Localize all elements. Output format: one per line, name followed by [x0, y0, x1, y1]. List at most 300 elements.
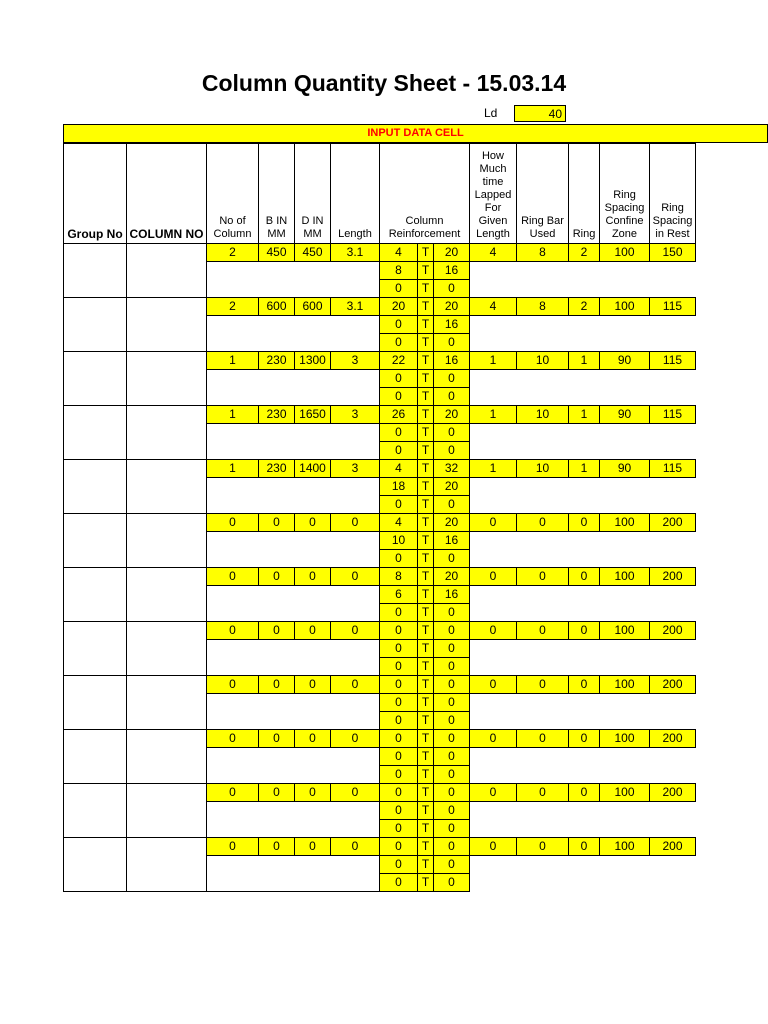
- bar-count-cell[interactable]: 0: [380, 370, 418, 388]
- header-d-in-mm: D IN MM: [295, 144, 331, 244]
- d-in-mm-cell[interactable]: 0: [295, 784, 331, 802]
- bar-count-cell[interactable]: 0: [380, 658, 418, 676]
- bar-dia-cell[interactable]: 20: [434, 568, 470, 586]
- header-column-reinforcement: Column Reinforcement: [380, 144, 470, 244]
- bar-count-cell[interactable]: 0: [380, 694, 418, 712]
- length-cell[interactable]: 0: [331, 514, 380, 532]
- ring-bar-used-cell[interactable]: 0: [517, 838, 569, 856]
- length-cell[interactable]: 0: [331, 784, 380, 802]
- bar-type-cell[interactable]: T: [418, 460, 434, 478]
- blank-cell: [207, 658, 380, 676]
- blank-cell: [470, 532, 696, 550]
- bar-type-cell[interactable]: T: [418, 694, 434, 712]
- bar-dia-cell[interactable]: 0: [434, 802, 470, 820]
- blank-cell: [207, 532, 380, 550]
- blank-cell: [470, 388, 696, 406]
- bar-count-cell[interactable]: 0: [380, 550, 418, 568]
- group-no-cell[interactable]: [64, 352, 127, 406]
- blank-cell: [470, 748, 696, 766]
- header-ring-bar-used: Ring Bar Used: [517, 144, 569, 244]
- bar-type-cell[interactable]: T: [418, 658, 434, 676]
- header-column-no: COLUMN NO: [127, 144, 207, 244]
- blank-cell: [470, 316, 696, 334]
- ring-rest-cell[interactable]: 150: [650, 244, 696, 262]
- ring-confine-cell[interactable]: 100: [600, 676, 650, 694]
- b-in-mm-cell[interactable]: 0: [259, 838, 295, 856]
- b-in-mm-cell[interactable]: 230: [259, 352, 295, 370]
- b-in-mm-cell[interactable]: 0: [259, 622, 295, 640]
- bar-count-cell[interactable]: 0: [380, 316, 418, 334]
- bar-type-cell[interactable]: T: [418, 748, 434, 766]
- bar-count-cell[interactable]: 0: [380, 766, 418, 784]
- ring-rest-cell[interactable]: 200: [650, 838, 696, 856]
- ring-rest-cell[interactable]: 115: [650, 406, 696, 424]
- bar-count-cell[interactable]: 10: [380, 532, 418, 550]
- bar-dia-cell[interactable]: 16: [434, 352, 470, 370]
- bar-count-cell[interactable]: 0: [380, 640, 418, 658]
- length-cell[interactable]: 3: [331, 352, 380, 370]
- bar-count-cell[interactable]: 0: [380, 712, 418, 730]
- group-no-cell[interactable]: [64, 406, 127, 460]
- blank-cell: [470, 478, 696, 496]
- column-no-cell[interactable]: [127, 298, 207, 352]
- table-row: [64, 568, 696, 586]
- blank-cell: [470, 424, 696, 442]
- bar-type-cell[interactable]: T: [418, 406, 434, 424]
- bar-type-cell[interactable]: T: [418, 478, 434, 496]
- length-cell[interactable]: 0: [331, 730, 380, 748]
- blank-cell: [470, 334, 696, 352]
- b-in-mm-cell[interactable]: 0: [259, 784, 295, 802]
- no-of-column-cell[interactable]: 0: [207, 676, 259, 694]
- bar-type-cell[interactable]: T: [418, 640, 434, 658]
- bar-count-cell[interactable]: 4: [380, 244, 418, 262]
- table-row: [64, 406, 696, 424]
- bar-dia-cell[interactable]: 0: [434, 712, 470, 730]
- bar-type-cell[interactable]: T: [418, 442, 434, 460]
- ring-bar-used-cell[interactable]: 0: [517, 568, 569, 586]
- bar-dia-cell[interactable]: 0: [434, 820, 470, 838]
- no-of-column-cell[interactable]: 1: [207, 460, 259, 478]
- blank-cell: [470, 856, 696, 874]
- bar-count-cell[interactable]: 0: [380, 424, 418, 442]
- ring-confine-cell[interactable]: 100: [600, 730, 650, 748]
- d-in-mm-cell[interactable]: 0: [295, 514, 331, 532]
- column-no-cell[interactable]: [127, 568, 207, 622]
- bar-type-cell[interactable]: T: [418, 352, 434, 370]
- bar-count-cell[interactable]: 0: [380, 820, 418, 838]
- table-row: [64, 298, 696, 316]
- group-no-cell[interactable]: [64, 514, 127, 568]
- lapped-cell[interactable]: 0: [470, 514, 517, 532]
- bar-count-cell[interactable]: 0: [380, 748, 418, 766]
- table-row: [64, 622, 696, 640]
- bar-count-cell[interactable]: 20: [380, 298, 418, 316]
- d-in-mm-cell[interactable]: 0: [295, 730, 331, 748]
- bar-count-cell[interactable]: 0: [380, 496, 418, 514]
- bar-type-cell[interactable]: T: [418, 586, 434, 604]
- column-no-cell[interactable]: [127, 838, 207, 892]
- bar-type-cell[interactable]: T: [418, 604, 434, 622]
- bar-count-cell[interactable]: 6: [380, 586, 418, 604]
- bar-dia-cell[interactable]: 20: [434, 298, 470, 316]
- ld-value-cell[interactable]: 40: [514, 105, 566, 122]
- d-in-mm-cell[interactable]: 450: [295, 244, 331, 262]
- bar-dia-cell[interactable]: 0: [434, 424, 470, 442]
- table-row: [64, 460, 696, 478]
- bar-dia-cell[interactable]: 0: [434, 748, 470, 766]
- d-in-mm-cell[interactable]: 1650: [295, 406, 331, 424]
- column-no-cell[interactable]: [127, 730, 207, 784]
- d-in-mm-cell[interactable]: 1300: [295, 352, 331, 370]
- blank-cell: [470, 604, 696, 622]
- ring-cell[interactable]: 0: [569, 676, 600, 694]
- group-no-cell[interactable]: [64, 298, 127, 352]
- blank-cell: [470, 280, 696, 298]
- bar-count-cell[interactable]: 0: [380, 856, 418, 874]
- bar-count-cell[interactable]: 0: [380, 334, 418, 352]
- bar-type-cell[interactable]: T: [418, 550, 434, 568]
- no-of-column-cell[interactable]: 0: [207, 622, 259, 640]
- bar-type-cell[interactable]: T: [418, 712, 434, 730]
- header-ring-rest: Ring Spacing in Rest: [650, 144, 696, 244]
- ring-cell[interactable]: 0: [569, 622, 600, 640]
- header-length: Length: [331, 144, 380, 244]
- b-in-mm-cell[interactable]: 230: [259, 460, 295, 478]
- bar-dia-cell[interactable]: 16: [434, 262, 470, 280]
- group-no-cell[interactable]: [64, 784, 127, 838]
- column-no-cell[interactable]: [127, 460, 207, 514]
- bar-count-cell[interactable]: 8: [380, 262, 418, 280]
- lapped-cell[interactable]: 0: [470, 784, 517, 802]
- b-in-mm-cell[interactable]: 0: [259, 676, 295, 694]
- bar-dia-cell[interactable]: 0: [434, 388, 470, 406]
- no-of-column-cell[interactable]: 2: [207, 298, 259, 316]
- length-cell[interactable]: 0: [331, 622, 380, 640]
- bar-dia-cell[interactable]: 20: [434, 514, 470, 532]
- blank-cell: [207, 640, 380, 658]
- column-no-cell[interactable]: [127, 784, 207, 838]
- bar-dia-cell[interactable]: 16: [434, 532, 470, 550]
- bar-dia-cell[interactable]: 16: [434, 586, 470, 604]
- bar-count-cell[interactable]: 0: [380, 802, 418, 820]
- lapped-cell[interactable]: 0: [470, 838, 517, 856]
- blank-cell: [470, 874, 696, 892]
- blank-cell: [470, 712, 696, 730]
- header-group-no: Group No: [64, 144, 127, 244]
- table-row: [64, 784, 696, 802]
- header-row: [64, 144, 696, 244]
- bar-type-cell[interactable]: T: [418, 730, 434, 748]
- b-in-mm-cell[interactable]: 450: [259, 244, 295, 262]
- ring-cell[interactable]: 1: [569, 460, 600, 478]
- bar-dia-cell[interactable]: 0: [434, 784, 470, 802]
- bar-type-cell[interactable]: T: [418, 424, 434, 442]
- bar-type-cell[interactable]: T: [418, 856, 434, 874]
- bar-count-cell[interactable]: 0: [380, 676, 418, 694]
- b-in-mm-cell[interactable]: 0: [259, 568, 295, 586]
- header-lapped: How Much time Lapped For Given Length: [470, 144, 517, 244]
- bar-count-cell[interactable]: 0: [380, 838, 418, 856]
- blank-cell: [470, 496, 696, 514]
- group-no-cell[interactable]: [64, 838, 127, 892]
- bar-count-cell[interactable]: 4: [380, 460, 418, 478]
- table-row: [64, 676, 696, 694]
- ring-confine-cell[interactable]: 100: [600, 838, 650, 856]
- ring-rest-cell[interactable]: 115: [650, 460, 696, 478]
- no-of-column-cell[interactable]: 2: [207, 244, 259, 262]
- ring-bar-used-cell[interactable]: 10: [517, 352, 569, 370]
- blank-cell: [207, 766, 380, 784]
- blank-cell: [470, 370, 696, 388]
- blank-cell: [207, 370, 380, 388]
- length-cell[interactable]: 3.1: [331, 298, 380, 316]
- bar-type-cell[interactable]: T: [418, 874, 434, 892]
- column-no-cell[interactable]: [127, 622, 207, 676]
- group-no-cell[interactable]: [64, 460, 127, 514]
- blank-cell: [207, 586, 380, 604]
- bar-dia-cell[interactable]: 0: [434, 730, 470, 748]
- lapped-cell[interactable]: 0: [470, 568, 517, 586]
- ring-cell[interactable]: 0: [569, 568, 600, 586]
- bar-count-cell[interactable]: 0: [380, 442, 418, 460]
- table-row: [64, 730, 696, 748]
- column-no-cell[interactable]: [127, 352, 207, 406]
- blank-cell: [470, 766, 696, 784]
- bar-count-cell[interactable]: 0: [380, 622, 418, 640]
- d-in-mm-cell[interactable]: 600: [295, 298, 331, 316]
- bar-type-cell[interactable]: T: [418, 622, 434, 640]
- bar-type-cell[interactable]: T: [418, 802, 434, 820]
- bar-dia-cell[interactable]: 20: [434, 244, 470, 262]
- ring-confine-cell[interactable]: 90: [600, 460, 650, 478]
- lapped-cell[interactable]: 0: [470, 676, 517, 694]
- length-cell[interactable]: 3: [331, 460, 380, 478]
- bar-dia-cell[interactable]: 0: [434, 280, 470, 298]
- bar-dia-cell[interactable]: 0: [434, 550, 470, 568]
- ring-bar-used-cell[interactable]: 8: [517, 298, 569, 316]
- bar-dia-cell[interactable]: 0: [434, 334, 470, 352]
- column-no-cell[interactable]: [127, 676, 207, 730]
- bar-type-cell[interactable]: T: [418, 784, 434, 802]
- ring-rest-cell[interactable]: 115: [650, 352, 696, 370]
- bar-count-cell[interactable]: 0: [380, 730, 418, 748]
- bar-type-cell[interactable]: T: [418, 496, 434, 514]
- lapped-cell[interactable]: 0: [470, 730, 517, 748]
- bar-dia-cell[interactable]: 0: [434, 694, 470, 712]
- ring-cell[interactable]: 1: [569, 406, 600, 424]
- length-cell[interactable]: 0: [331, 676, 380, 694]
- lapped-cell[interactable]: 4: [470, 298, 517, 316]
- bar-type-cell[interactable]: T: [418, 244, 434, 262]
- length-cell[interactable]: 3: [331, 406, 380, 424]
- bar-dia-cell[interactable]: 32: [434, 460, 470, 478]
- ring-bar-used-cell[interactable]: 0: [517, 514, 569, 532]
- ring-rest-cell[interactable]: 115: [650, 298, 696, 316]
- b-in-mm-cell[interactable]: 0: [259, 514, 295, 532]
- ring-rest-cell[interactable]: 200: [650, 730, 696, 748]
- b-in-mm-cell[interactable]: 230: [259, 406, 295, 424]
- ring-confine-cell[interactable]: 100: [600, 244, 650, 262]
- bar-type-cell[interactable]: T: [418, 298, 434, 316]
- blank-cell: [207, 802, 380, 820]
- blank-cell: [470, 694, 696, 712]
- no-of-column-cell[interactable]: 0: [207, 514, 259, 532]
- bar-type-cell[interactable]: T: [418, 370, 434, 388]
- column-no-cell[interactable]: [127, 514, 207, 568]
- group-no-cell[interactable]: [64, 730, 127, 784]
- ring-cell[interactable]: 2: [569, 298, 600, 316]
- ring-rest-cell[interactable]: 200: [650, 514, 696, 532]
- lapped-cell[interactable]: 4: [470, 244, 517, 262]
- blank-cell: [470, 262, 696, 280]
- bar-dia-cell[interactable]: 0: [434, 496, 470, 514]
- ring-bar-used-cell[interactable]: 10: [517, 406, 569, 424]
- ring-cell[interactable]: 0: [569, 514, 600, 532]
- header-ring: Ring: [569, 144, 600, 244]
- bar-count-cell[interactable]: 8: [380, 568, 418, 586]
- bar-type-cell[interactable]: T: [418, 766, 434, 784]
- ring-rest-cell[interactable]: 200: [650, 568, 696, 586]
- bar-dia-cell[interactable]: 0: [434, 766, 470, 784]
- bar-type-cell[interactable]: T: [418, 676, 434, 694]
- bar-type-cell[interactable]: T: [418, 316, 434, 334]
- bar-count-cell[interactable]: 0: [380, 604, 418, 622]
- bar-type-cell[interactable]: T: [418, 838, 434, 856]
- column-no-cell[interactable]: [127, 406, 207, 460]
- d-in-mm-cell[interactable]: 0: [295, 676, 331, 694]
- blank-cell: [207, 496, 380, 514]
- ring-confine-cell[interactable]: 100: [600, 622, 650, 640]
- bar-dia-cell[interactable]: 20: [434, 478, 470, 496]
- blank-cell: [207, 748, 380, 766]
- bar-dia-cell[interactable]: 0: [434, 856, 470, 874]
- bar-type-cell[interactable]: T: [418, 280, 434, 298]
- bar-type-cell[interactable]: T: [418, 514, 434, 532]
- lapped-cell[interactable]: 0: [470, 622, 517, 640]
- d-in-mm-cell[interactable]: 0: [295, 568, 331, 586]
- bar-dia-cell[interactable]: 0: [434, 370, 470, 388]
- blank-cell: [207, 424, 380, 442]
- column-quantity-table: [63, 143, 696, 892]
- bar-count-cell[interactable]: 0: [380, 874, 418, 892]
- no-of-column-cell[interactable]: 1: [207, 406, 259, 424]
- length-cell[interactable]: 0: [331, 838, 380, 856]
- bar-count-cell[interactable]: 4: [380, 514, 418, 532]
- length-cell[interactable]: 3.1: [331, 244, 380, 262]
- group-no-cell[interactable]: [64, 676, 127, 730]
- ring-confine-cell[interactable]: 100: [600, 568, 650, 586]
- no-of-column-cell[interactable]: 0: [207, 568, 259, 586]
- blank-cell: [207, 388, 380, 406]
- ring-rest-cell[interactable]: 200: [650, 676, 696, 694]
- blank-cell: [470, 550, 696, 568]
- no-of-column-cell[interactable]: 1: [207, 352, 259, 370]
- ring-rest-cell[interactable]: 200: [650, 784, 696, 802]
- blank-cell: [207, 856, 380, 874]
- d-in-mm-cell[interactable]: 0: [295, 622, 331, 640]
- blank-cell: [207, 604, 380, 622]
- ring-confine-cell[interactable]: 100: [600, 514, 650, 532]
- bar-dia-cell[interactable]: 0: [434, 838, 470, 856]
- lapped-cell[interactable]: 1: [470, 406, 517, 424]
- ring-bar-used-cell[interactable]: 0: [517, 622, 569, 640]
- length-cell[interactable]: 0: [331, 568, 380, 586]
- ring-confine-cell[interactable]: 100: [600, 784, 650, 802]
- lapped-cell[interactable]: 1: [470, 352, 517, 370]
- bar-count-cell[interactable]: 18: [380, 478, 418, 496]
- no-of-column-cell[interactable]: 0: [207, 838, 259, 856]
- bar-dia-cell[interactable]: 0: [434, 676, 470, 694]
- bar-count-cell[interactable]: 0: [380, 784, 418, 802]
- blank-cell: [470, 586, 696, 604]
- blank-cell: [207, 550, 380, 568]
- bar-dia-cell[interactable]: 0: [434, 604, 470, 622]
- table-row: [64, 244, 696, 262]
- ring-cell[interactable]: 2: [569, 244, 600, 262]
- bar-dia-cell[interactable]: 0: [434, 622, 470, 640]
- blank-cell: [207, 262, 380, 280]
- bar-type-cell[interactable]: T: [418, 820, 434, 838]
- bar-count-cell[interactable]: 0: [380, 388, 418, 406]
- blank-cell: [207, 442, 380, 460]
- b-in-mm-cell[interactable]: 600: [259, 298, 295, 316]
- blank-cell: [207, 712, 380, 730]
- ring-confine-cell[interactable]: 100: [600, 298, 650, 316]
- group-no-cell[interactable]: [64, 568, 127, 622]
- b-in-mm-cell[interactable]: 0: [259, 730, 295, 748]
- d-in-mm-cell[interactable]: 0: [295, 838, 331, 856]
- bar-dia-cell[interactable]: 0: [434, 874, 470, 892]
- ring-confine-cell[interactable]: 90: [600, 352, 650, 370]
- bar-type-cell[interactable]: T: [418, 388, 434, 406]
- blank-cell: [207, 316, 380, 334]
- no-of-column-cell[interactable]: 0: [207, 730, 259, 748]
- no-of-column-cell[interactable]: 0: [207, 784, 259, 802]
- bar-type-cell[interactable]: T: [418, 532, 434, 550]
- bar-dia-cell[interactable]: 0: [434, 442, 470, 460]
- bar-dia-cell[interactable]: 0: [434, 658, 470, 676]
- bar-dia-cell[interactable]: 20: [434, 406, 470, 424]
- bar-count-cell[interactable]: 26: [380, 406, 418, 424]
- bar-type-cell[interactable]: T: [418, 568, 434, 586]
- ring-bar-used-cell[interactable]: 0: [517, 730, 569, 748]
- ring-bar-used-cell[interactable]: 0: [517, 784, 569, 802]
- ring-cell[interactable]: 1: [569, 352, 600, 370]
- ring-bar-used-cell[interactable]: 8: [517, 244, 569, 262]
- bar-dia-cell[interactable]: 0: [434, 640, 470, 658]
- ring-cell[interactable]: 0: [569, 784, 600, 802]
- ring-rest-cell[interactable]: 200: [650, 622, 696, 640]
- ring-cell[interactable]: 0: [569, 730, 600, 748]
- bar-dia-cell[interactable]: 16: [434, 316, 470, 334]
- column-no-cell[interactable]: [127, 244, 207, 298]
- bar-count-cell[interactable]: 22: [380, 352, 418, 370]
- ring-bar-used-cell[interactable]: 10: [517, 460, 569, 478]
- ring-confine-cell[interactable]: 90: [600, 406, 650, 424]
- bar-type-cell[interactable]: T: [418, 262, 434, 280]
- blank-cell: [207, 820, 380, 838]
- group-no-cell[interactable]: [64, 244, 127, 298]
- d-in-mm-cell[interactable]: 1400: [295, 460, 331, 478]
- ring-cell[interactable]: 0: [569, 838, 600, 856]
- blank-cell: [470, 640, 696, 658]
- bar-count-cell[interactable]: 0: [380, 280, 418, 298]
- bar-type-cell[interactable]: T: [418, 334, 434, 352]
- ring-bar-used-cell[interactable]: 0: [517, 676, 569, 694]
- lapped-cell[interactable]: 1: [470, 460, 517, 478]
- group-no-cell[interactable]: [64, 622, 127, 676]
